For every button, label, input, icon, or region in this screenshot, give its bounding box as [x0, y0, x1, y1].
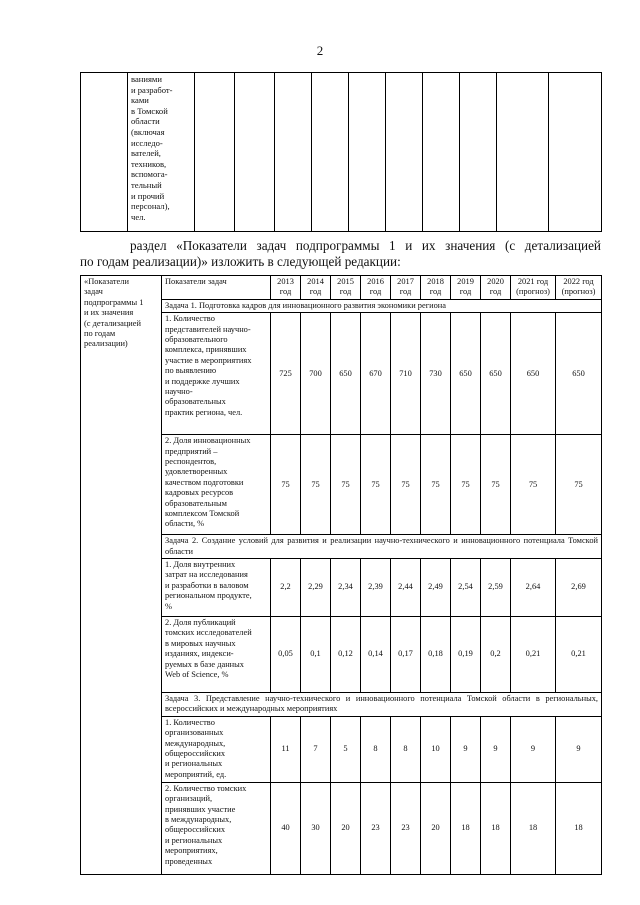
header-year: 2015 год: [331, 276, 361, 300]
fragment-cell: [423, 73, 460, 232]
fragment-cell: [235, 73, 275, 232]
fragment-cell: [312, 73, 349, 232]
indicator-value: 75: [331, 435, 361, 535]
indicator-value: 2,39: [361, 559, 391, 617]
page-number: 2: [316, 43, 324, 58]
indicator-value: 710: [391, 313, 421, 435]
fragment-cell: [460, 73, 497, 232]
fragment-cell: [349, 73, 386, 232]
indicator-value: 75: [301, 435, 331, 535]
indicator-value: 75: [391, 435, 421, 535]
indicator-value: 23: [391, 782, 421, 874]
fragment-indicator-text: ваниями и разработ- ками в Томской области (включая исследо- вателей, техников, вспомога- тельный и прочий персонал), чел.: [131, 74, 173, 222]
indicator-value: 0,14: [361, 617, 391, 693]
indicator-value: 20: [331, 782, 361, 874]
section-title-cell: «Показатели задач подпрограммы 1 и их значения (с детализацией по годам реализации): [81, 276, 162, 875]
header-year: 2019 год: [451, 276, 481, 300]
indicator-value: 2,54: [451, 559, 481, 617]
indicator-value: 2,64: [511, 559, 556, 617]
indicator-value: 0,2: [481, 617, 511, 693]
task-title: Задача 2. Создание условий для развития и реализации научно-технического и инновационного потенциала Томской области: [162, 535, 602, 559]
indicator-value: 650: [556, 313, 602, 435]
indicator-value: 0,05: [271, 617, 301, 693]
header-year: 2021 год (прогноз): [511, 276, 556, 300]
indicator-value: 10: [421, 716, 451, 782]
task-title: Задача 1. Подготовка кадров для инновационного развития экономики региона: [162, 299, 602, 312]
indicator-value: 0,17: [391, 617, 421, 693]
fragment-cell: [275, 73, 312, 232]
indicator-name: 2. Количество томских организаций, принявших участие в международных, общероссийских и региональных мероприятиях, проведенных: [162, 782, 271, 874]
indicator-value: 0,19: [451, 617, 481, 693]
indicator-value: 2,34: [331, 559, 361, 617]
intro-paragraph: [80, 238, 601, 270]
indicator-value: 2,2: [271, 559, 301, 617]
indicator-value: 2,44: [391, 559, 421, 617]
indicator-value: 75: [481, 435, 511, 535]
indicator-value: 75: [451, 435, 481, 535]
indicator-name: 1. Доля внутренних затрат на исследования и разработки в валовом региональном продукте, %: [162, 559, 271, 617]
indicator-value: 650: [511, 313, 556, 435]
indicator-value: 18: [481, 782, 511, 874]
indicator-name: 2. Доля инновационных предприятий – респондентов, удовлетворенных качеством подготовки кадровых ресурсов образовательным комплексом Томской области, %: [162, 435, 271, 535]
indicator-value: 700: [301, 313, 331, 435]
indicator-value: 75: [556, 435, 602, 535]
indicator-value: 18: [511, 782, 556, 874]
header-year: 2014 год: [301, 276, 331, 300]
indicator-value: 18: [556, 782, 602, 874]
indicator-value: 23: [361, 782, 391, 874]
indicator-name: 1. Количество организованных международных, общероссийских и региональных мероприятий, ед.: [162, 716, 271, 782]
indicator-value: 8: [361, 716, 391, 782]
intro-line-1: раздел «Показатели задач подпрограммы 1 и их значения (с детализацией: [130, 238, 601, 253]
indicator-name: 1. Количество представителей научно- образовательного комплекса, принявших участие в мероприятиях по выявлению и поддержке лучших научно- образовательных практик региона, чел.: [162, 313, 271, 435]
indicator-value: 5: [331, 716, 361, 782]
indicator-value: 20: [421, 782, 451, 874]
indicator-value: 30: [301, 782, 331, 874]
indicator-value: 18: [451, 782, 481, 874]
indicator-value: 75: [271, 435, 301, 535]
indicator-value: 75: [511, 435, 556, 535]
header-indicators: Показатели задач: [162, 276, 271, 300]
fragment-cell: [549, 73, 602, 232]
indicator-value: 2,59: [481, 559, 511, 617]
indicator-value: 75: [421, 435, 451, 535]
indicator-value: 650: [481, 313, 511, 435]
header-year: 2018 год: [421, 276, 451, 300]
indicator-value: 650: [451, 313, 481, 435]
indicator-value: 0,18: [421, 617, 451, 693]
intro-line-2: по годам реализации)» изложить в следующей редакции:: [80, 254, 401, 269]
indicator-value: 730: [421, 313, 451, 435]
indicator-value: 650: [331, 313, 361, 435]
indicator-value: 9: [511, 716, 556, 782]
indicator-name: 2. Доля публикаций томских исследователей в мировых научных изданиях, индекси- руемых в базе данных Web of Science, %: [162, 617, 271, 693]
indicator-value: 725: [271, 313, 301, 435]
header-year: 2020 год: [481, 276, 511, 300]
indicator-value: 11: [271, 716, 301, 782]
header-year: 2013 год: [271, 276, 301, 300]
indicator-value: 9: [556, 716, 602, 782]
indicator-value: 9: [451, 716, 481, 782]
indicator-value: 0,1: [301, 617, 331, 693]
fragment-cell: [195, 73, 235, 232]
indicator-value: 2,29: [301, 559, 331, 617]
fragment-cell: [386, 73, 423, 232]
indicator-value: 9: [481, 716, 511, 782]
indicator-value: 2,49: [421, 559, 451, 617]
indicator-value: 75: [361, 435, 391, 535]
fragment-cell: [497, 73, 549, 232]
indicator-value: 0,21: [511, 617, 556, 693]
indicator-value: 0,21: [556, 617, 602, 693]
indicator-value: 0,12: [331, 617, 361, 693]
fragment-cell: [81, 73, 128, 232]
indicator-value: 8: [391, 716, 421, 782]
indicator-value: 2,69: [556, 559, 602, 617]
header-year: 2022 год (прогноз): [556, 276, 602, 300]
task-title: Задача 3. Представление научно-технического и инновационного потенциала Томской области в региональных, всероссийских и международных мероприятиях: [162, 693, 602, 717]
fragment-indicator-cell: [128, 73, 195, 232]
indicator-value: 40: [271, 782, 301, 874]
indicator-value: 7: [301, 716, 331, 782]
indicator-value: 670: [361, 313, 391, 435]
header-year: 2016 год: [361, 276, 391, 300]
task-indicators-table: [80, 275, 602, 875]
continued-table-fragment: [80, 72, 602, 232]
header-year: 2017 год: [391, 276, 421, 300]
